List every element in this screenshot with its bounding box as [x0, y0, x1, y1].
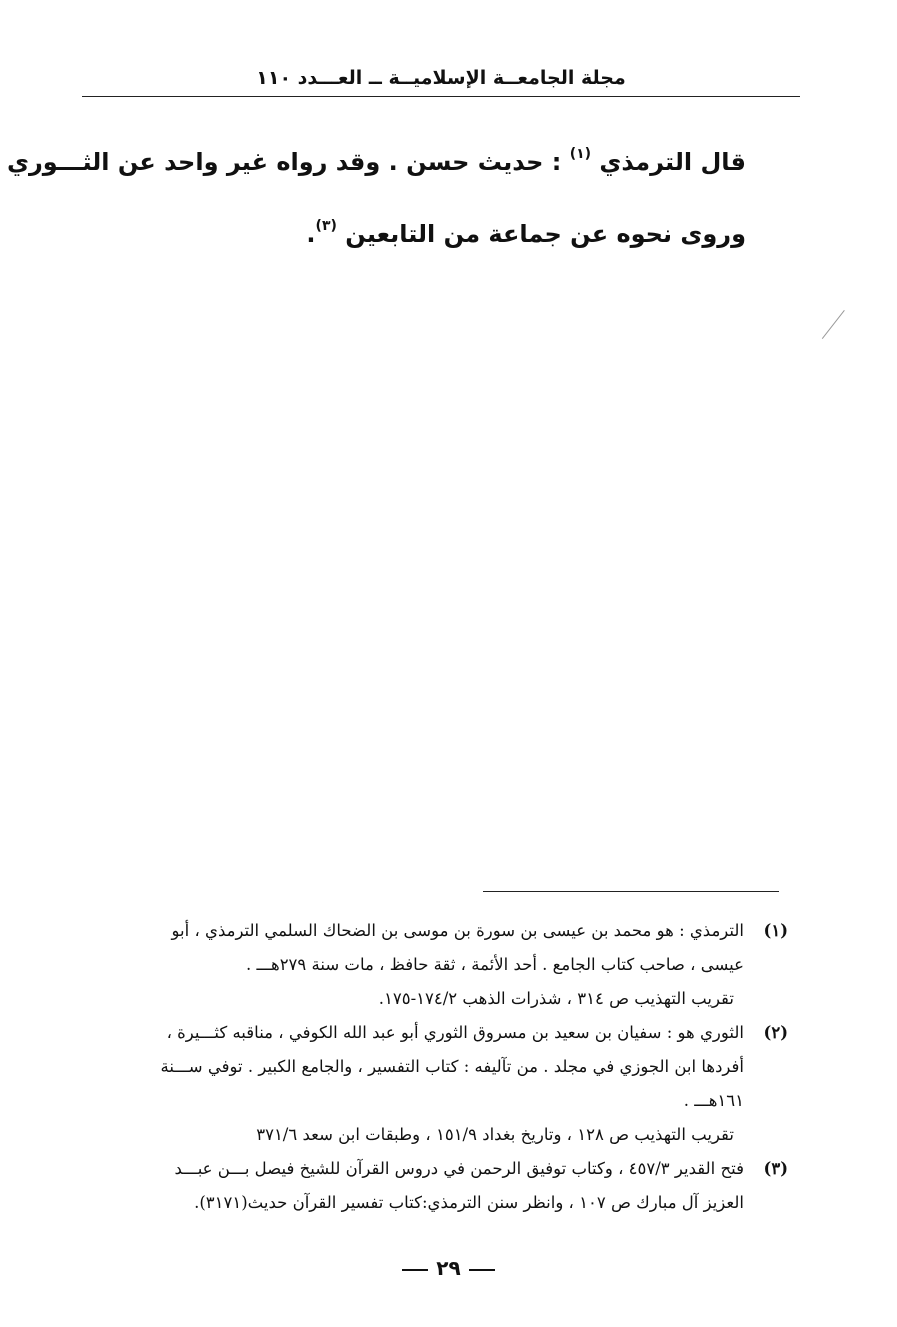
- footnote-2-line-2: أفردها ابن الجوزي في مجلد . من تآليفه : كتاب التفسير ، والجامع الكبير . توفي ســـنة: [160, 1057, 744, 1076]
- footnote-3: [62, 1152, 788, 1220]
- main-line-1: [6, 122, 746, 194]
- footnote-3-line-1: فتح القدير ٤٥٧/٣ ، وكتاب توفيق الرحمن في دروس القرآن للشيخ فيصل بـــن عبـــد: [174, 1159, 744, 1178]
- footnote-ref-1: (١): [569, 146, 592, 162]
- journal-header-title: مجلة الجامعــة الإسلاميــة ــ العـــدد ١١٠: [256, 67, 626, 89]
- page-number-footer: [0, 1256, 897, 1280]
- footnotes-section: [62, 914, 788, 1220]
- page-number: ٢٩: [436, 1256, 461, 1280]
- footnote-1-number: (١): [763, 921, 788, 940]
- page-number-dash-left: [402, 1269, 428, 1271]
- main-line-1-start: قال الترمذي: [599, 148, 746, 176]
- footnote-1-line-1: الترمذي : هو محمد بن عيسى بن سورة بن موسى بن الضحاك السلمي الترمذي ، أبو: [171, 921, 744, 940]
- main-line-1-middle: : حديث حسن . وقد رواه غير واحد عن الثـــوري: [6, 148, 562, 176]
- footnote-1: [62, 914, 788, 1016]
- footnote-separator: [483, 891, 779, 892]
- footnote-2-line-3: ١٦١هـــ .: [683, 1091, 744, 1110]
- footnote-2-number: (٢): [763, 1023, 788, 1042]
- footnote-2: [62, 1016, 788, 1152]
- footnote-3-line-2: العزيز آل مبارك ص ١٠٧ ، وانظر سنن الترمذي:كتاب تفسير القرآن حديث(٣١٧١).: [194, 1193, 744, 1212]
- footnote-2-line-4: تقريب التهذيب ص ١٢٨ ، وتاريخ بغداد ١٥١/٩ ، وطبقات ابن سعد ٣٧١/٦: [256, 1125, 734, 1144]
- footnote-1-line-2: عيسى ، صاحب كتاب الجامع . أحد الأئمة ، ثقة حافظ ، مات سنة ٢٧٩هـــ .: [245, 955, 744, 974]
- page-number-dash-right: [469, 1269, 495, 1271]
- footnote-3-number: (٣): [763, 1159, 788, 1178]
- main-line-2: [78, 194, 746, 266]
- footnote-2-line-1: الثوري هو : سفيان بن سعيد بن مسروق الثوري أبو عبد الله الكوفي ، مناقبه كثـــيرة ،: [166, 1023, 744, 1042]
- footnote-1-line-3: تقريب التهذيب ص ٣١٤ ، شذرات الذهب ١٧٤/٢-١٧٥.: [378, 989, 734, 1008]
- main-line-2-end: .: [306, 220, 316, 248]
- main-line-2-text: وروى نحوه عن جماعة من التابعين: [345, 220, 746, 248]
- scan-mark: [822, 310, 846, 340]
- main-body-text: [6, 122, 746, 266]
- running-header: [82, 62, 800, 97]
- footnote-ref-3: (٣): [315, 218, 337, 234]
